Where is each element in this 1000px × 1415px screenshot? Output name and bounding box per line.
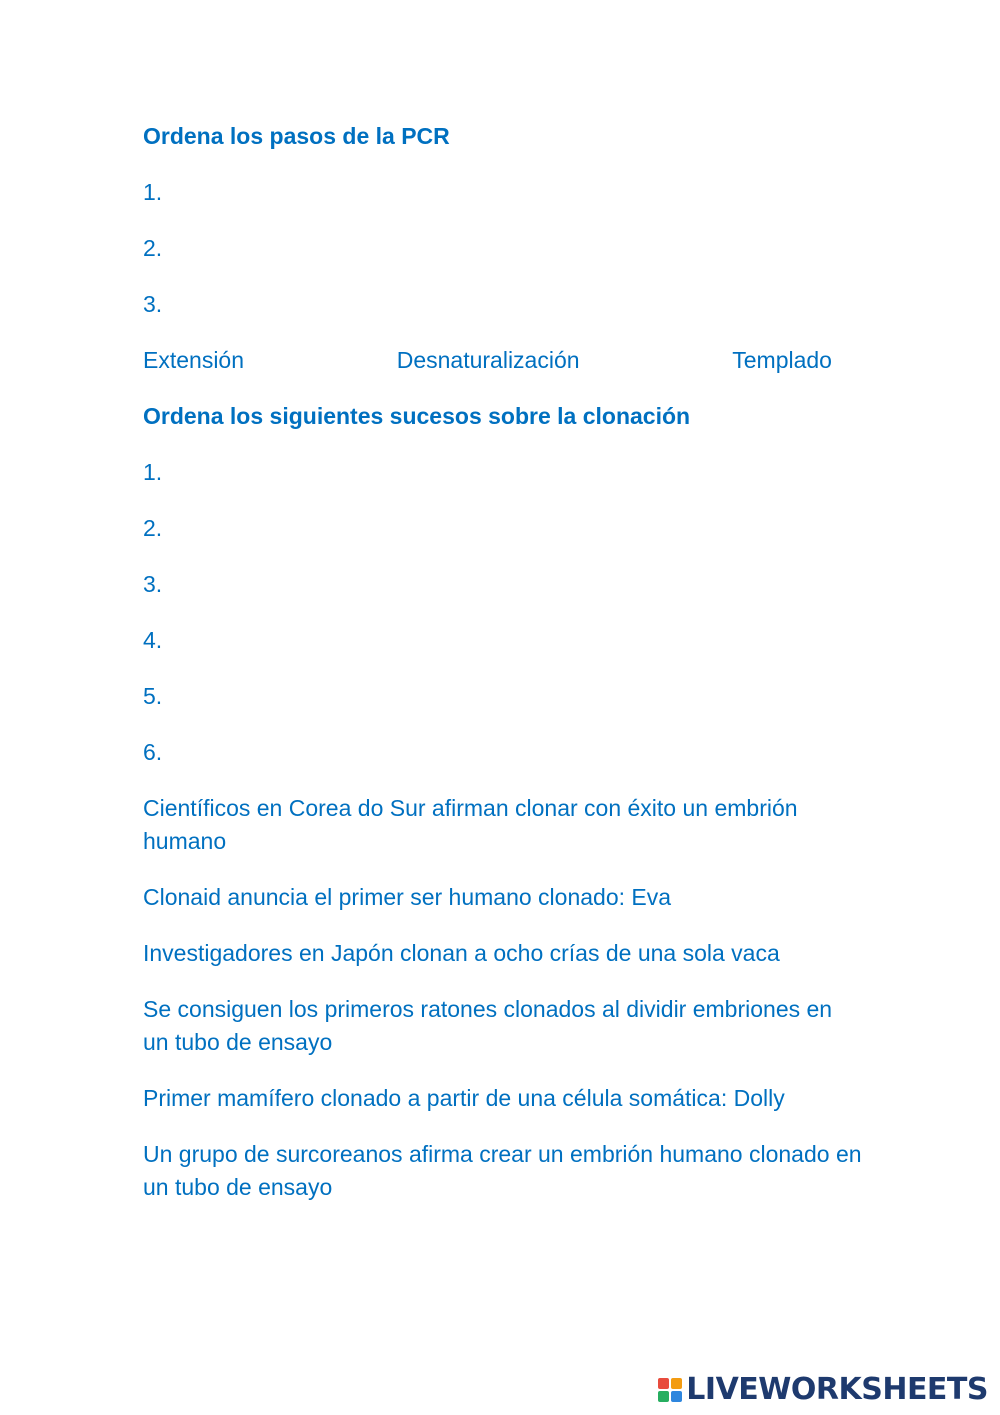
pcr-answer-slot-2: 2. (143, 235, 163, 261)
cloning-event-mice[interactable]: Se consiguen los primeros ratones clonados al dividir embriones en un tubo de ensayo (143, 996, 833, 1055)
logo-square-green (658, 1391, 669, 1402)
logo-square-red (658, 1378, 669, 1389)
cloning-event-clonaid-eva[interactable]: Clonaid anuncia el primer ser humano clonado: Eva (143, 884, 672, 910)
cloning-answer-slot-6: 6. (143, 739, 163, 765)
liveworksheets-wordmark: LIVEWORKSHEETS (686, 1372, 988, 1407)
cloning-event-surcoreanos[interactable]: Un grupo de surcoreanos afirma crear un embrión humano clonado en un tubo de ensayo (143, 1141, 862, 1200)
cloning-section-title: Ordena los siguientes sucesos sobre la clonación (143, 403, 691, 429)
cloning-answer-slot-4: 4. (143, 627, 163, 653)
pcr-terms-row (143, 344, 832, 377)
pcr-answer-slot-3: 3. (143, 291, 163, 317)
cloning-event-korea-embryo[interactable]: Científicos en Corea do Sur afirman clonar con éxito un embrión humano (143, 795, 798, 854)
cloning-event-japan-cow[interactable]: Investigadores en Japón clonan a ocho crías de una sola vaca (143, 940, 780, 966)
cloning-answer-slot-1: 1. (143, 459, 163, 485)
cloning-event-dolly[interactable]: Primer mamífero clonado a partir de una célula somática: Dolly (143, 1085, 785, 1111)
liveworksheets-brand (658, 1372, 988, 1407)
pcr-term-extension[interactable]: Extensión (143, 347, 245, 373)
liveworksheets-logo-icon (658, 1378, 682, 1402)
logo-square-blue (671, 1391, 682, 1402)
pcr-section-title: Ordena los pasos de la PCR (143, 123, 450, 149)
pcr-answer-slot-1: 1. (143, 179, 163, 205)
worksheet-content (143, 120, 863, 1227)
pcr-term-annealing[interactable]: Templado (732, 347, 832, 373)
logo-square-orange (671, 1378, 682, 1389)
pcr-term-denaturation[interactable]: Desnaturalización (396, 347, 580, 373)
cloning-answer-slot-5: 5. (143, 683, 163, 709)
cloning-answer-slot-2: 2. (143, 515, 163, 541)
cloning-answer-slot-3: 3. (143, 571, 163, 597)
